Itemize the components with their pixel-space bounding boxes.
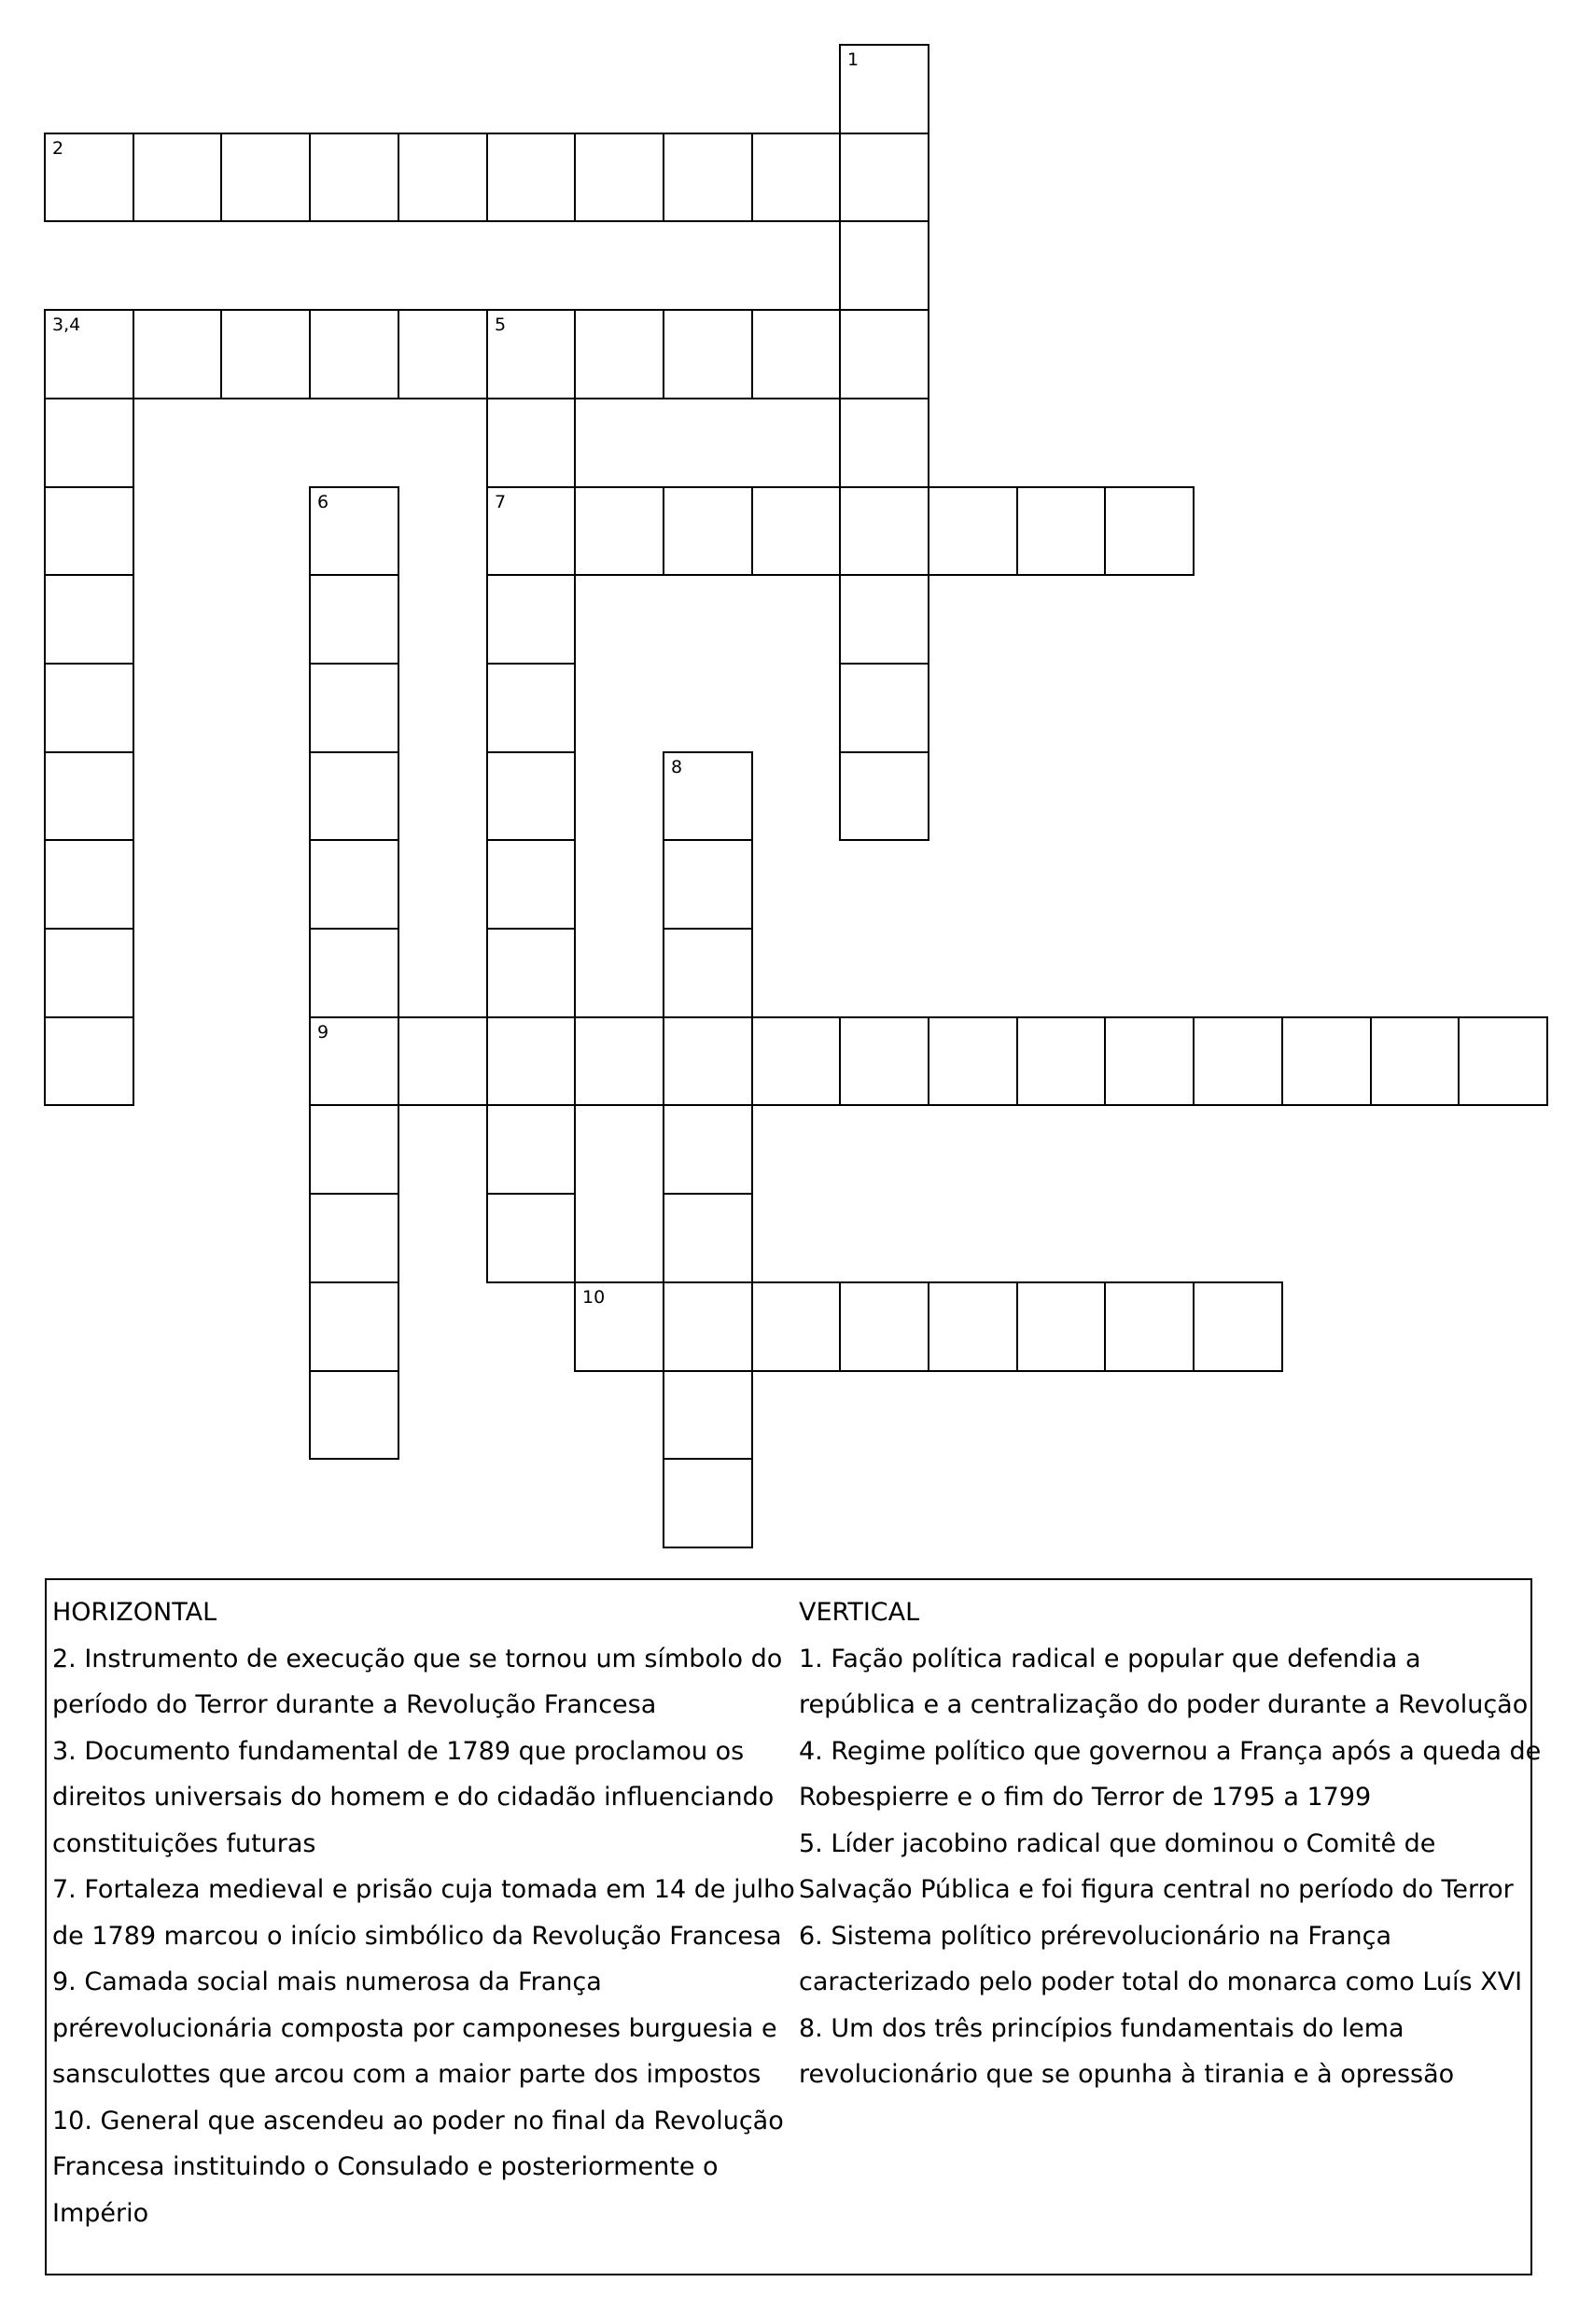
vertical-clue-line: Robespierre e o fim do Terror de 1795 a 1799: [799, 1783, 1372, 1812]
grid-cell[interactable]: [1016, 486, 1106, 576]
grid-cell[interactable]: [663, 1193, 753, 1283]
grid-cell[interactable]: [751, 133, 841, 222]
grid-cell[interactable]: [839, 1016, 929, 1106]
grid-cell[interactable]: [839, 44, 929, 134]
grid-cell[interactable]: [309, 133, 399, 222]
clue-number: 6: [317, 492, 329, 512]
grid-cell[interactable]: [839, 751, 929, 841]
grid-cell[interactable]: [663, 1016, 753, 1106]
grid-cell[interactable]: [486, 928, 576, 1018]
horizontal-clues: [52, 1589, 799, 2236]
grid-cell[interactable]: [928, 486, 1018, 576]
grid-cell[interactable]: [751, 486, 841, 576]
grid-cell[interactable]: [398, 309, 488, 399]
grid-cell[interactable]: [839, 133, 929, 222]
grid-cell[interactable]: [133, 133, 222, 222]
grid-cell[interactable]: [663, 839, 753, 930]
horizontal-clue-line: direitos universais do homem e do cidadão influenciando: [52, 1783, 775, 1812]
grid-cell[interactable]: [44, 839, 134, 930]
grid-cell[interactable]: [44, 309, 134, 399]
grid-cell[interactable]: [309, 1193, 399, 1283]
horizontal-clue-line: Império: [52, 2198, 149, 2228]
grid-cell[interactable]: [309, 309, 399, 399]
grid-cell[interactable]: [309, 751, 399, 841]
grid-cell[interactable]: [309, 1281, 399, 1372]
grid-cell[interactable]: [839, 663, 929, 753]
grid-cell[interactable]: [928, 1281, 1018, 1372]
horizontal-clue-line: período do Terror durante a Revolução Francesa: [52, 1690, 657, 1719]
grid-cell[interactable]: [398, 133, 488, 222]
grid-cell[interactable]: [751, 1281, 841, 1372]
grid-cell[interactable]: [574, 133, 664, 222]
horizontal-clue-line: prérevolucionária composta por camponeses burguesia e: [52, 2013, 777, 2043]
grid-cell[interactable]: [574, 486, 664, 576]
grid-cell[interactable]: [839, 309, 929, 399]
vertical-clue-line: 5. Líder jacobino radical que dominou o Comitê de: [799, 1828, 1436, 1858]
grid-cell[interactable]: [398, 1016, 488, 1106]
grid-cell[interactable]: [486, 663, 576, 753]
grid-cell[interactable]: [663, 928, 753, 1018]
horizontal-heading: HORIZONTAL: [52, 1598, 217, 1627]
clue-number: 9: [317, 1022, 329, 1043]
grid-cell[interactable]: [1104, 1016, 1195, 1106]
grid-cell[interactable]: [44, 928, 134, 1018]
horizontal-clue-line: 10. General que ascendeu ao poder no final da Revolução: [52, 2106, 784, 2135]
clue-number: 10: [582, 1287, 606, 1308]
grid-cell[interactable]: [309, 486, 399, 576]
grid-cell[interactable]: [44, 1016, 134, 1106]
grid-cell[interactable]: [486, 133, 576, 222]
grid-cell[interactable]: [220, 309, 311, 399]
grid-cell[interactable]: [309, 928, 399, 1018]
grid-cell[interactable]: [44, 663, 134, 753]
horizontal-clue-line: sansculottes que arcou com a maior parte dos impostos: [52, 2060, 762, 2089]
clue-number: 2: [52, 138, 64, 159]
horizontal-clue-line: 2. Instrumento de execução que se tornou um símbolo do: [52, 1644, 783, 1673]
grid-cell[interactable]: [1104, 486, 1195, 576]
grid-cell[interactable]: [309, 1370, 399, 1460]
grid-cell[interactable]: [1281, 1016, 1372, 1106]
grid-cell[interactable]: [1458, 1016, 1548, 1106]
grid-cell[interactable]: [486, 839, 576, 930]
grid-cell[interactable]: [751, 309, 841, 399]
grid-cell[interactable]: [574, 1016, 664, 1106]
grid-cell[interactable]: [1193, 1281, 1283, 1372]
grid-cell[interactable]: [486, 309, 576, 399]
horizontal-clue-line: Francesa instituindo o Consulado e posteriormente o: [52, 2152, 719, 2181]
vertical-clue-line: 8. Um dos três princípios fundamentais do lema: [799, 2013, 1404, 2043]
grid-cell[interactable]: [663, 751, 753, 841]
grid-cell[interactable]: [44, 751, 134, 841]
grid-cell[interactable]: [486, 486, 576, 576]
grid-cell[interactable]: [663, 133, 753, 222]
grid-cell[interactable]: [1193, 1016, 1283, 1106]
vertical-clues: [799, 1589, 1542, 2098]
grid-cell[interactable]: [839, 574, 929, 665]
grid-cell[interactable]: [663, 486, 753, 576]
grid-cell[interactable]: [309, 839, 399, 930]
vertical-heading: VERTICAL: [799, 1598, 920, 1627]
grid-cell[interactable]: [1104, 1281, 1195, 1372]
grid-cell[interactable]: [1016, 1281, 1106, 1372]
grid-cell[interactable]: [663, 309, 753, 399]
grid-cell[interactable]: [839, 220, 929, 311]
grid-cell[interactable]: [486, 1104, 576, 1195]
grid-cell[interactable]: [309, 1016, 399, 1106]
grid-cell[interactable]: [486, 751, 576, 841]
grid-cell[interactable]: [663, 1281, 753, 1372]
clue-number: 3,4: [52, 315, 81, 335]
grid-cell[interactable]: [44, 133, 134, 222]
grid-cell[interactable]: [928, 1016, 1018, 1106]
vertical-clue-line: 4. Regime político que governou a França após a queda de: [799, 1736, 1542, 1766]
grid-cell[interactable]: [220, 133, 311, 222]
grid-cell[interactable]: [486, 1193, 576, 1283]
clue-number: 7: [495, 492, 507, 512]
grid-cell[interactable]: [44, 398, 134, 488]
grid-cell[interactable]: [663, 1458, 753, 1548]
horizontal-clue-line: 3. Documento fundamental de 1789 que proclamou os: [52, 1736, 745, 1766]
grid-cell[interactable]: [486, 574, 576, 665]
clue-number: 5: [495, 315, 507, 335]
horizontal-clue-line: 7. Fortaleza medieval e prisão cuja tomada em 14 de julho: [52, 1875, 795, 1904]
clue-number: 8: [671, 757, 683, 777]
grid-cell[interactable]: [839, 486, 929, 576]
grid-cell[interactable]: [751, 1016, 841, 1106]
grid-cell[interactable]: [1370, 1016, 1460, 1106]
vertical-clue-line: 1. Fação política radical e popular que defendia a: [799, 1644, 1421, 1673]
vertical-clue-line: 6. Sistema político prérevolucionário na França: [799, 1921, 1392, 1951]
grid-cell[interactable]: [839, 1281, 929, 1372]
vertical-clue-line: caracterizado pelo poder total do monarca como Luís XVI: [799, 1967, 1523, 1996]
horizontal-clue-line: de 1789 marcou o início simbólico da Revolução Francesa: [52, 1921, 782, 1951]
grid-cell[interactable]: [663, 1370, 753, 1460]
grid-cell[interactable]: [486, 398, 576, 488]
grid-cell[interactable]: [574, 1281, 664, 1372]
clues-box: [45, 1578, 1542, 2275]
grid-cell[interactable]: [839, 398, 929, 488]
grid-cell[interactable]: [1016, 1016, 1106, 1106]
grid-cell[interactable]: [44, 574, 134, 665]
grid-cell[interactable]: [663, 1104, 753, 1195]
grid-cell[interactable]: [309, 574, 399, 665]
clue-number: 1: [847, 49, 859, 70]
horizontal-clue-line: constituições futuras: [52, 1828, 316, 1858]
grid-cell[interactable]: [133, 309, 222, 399]
vertical-clue-line: revolucionário que se opunha à tirania e à opressão: [799, 2060, 1455, 2089]
vertical-clue-line: Salvação Pública e foi figura central no período do Terror: [799, 1875, 1514, 1904]
grid-cell[interactable]: [309, 1104, 399, 1195]
grid-cell[interactable]: [574, 309, 664, 399]
vertical-clue-line: república e a centralização do poder durante a Revolução: [799, 1690, 1529, 1719]
grid-cell[interactable]: [44, 486, 134, 576]
horizontal-clue-line: 9. Camada social mais numerosa da França: [52, 1967, 602, 1996]
grid-cell[interactable]: [309, 663, 399, 753]
grid-cell[interactable]: [486, 1016, 576, 1106]
